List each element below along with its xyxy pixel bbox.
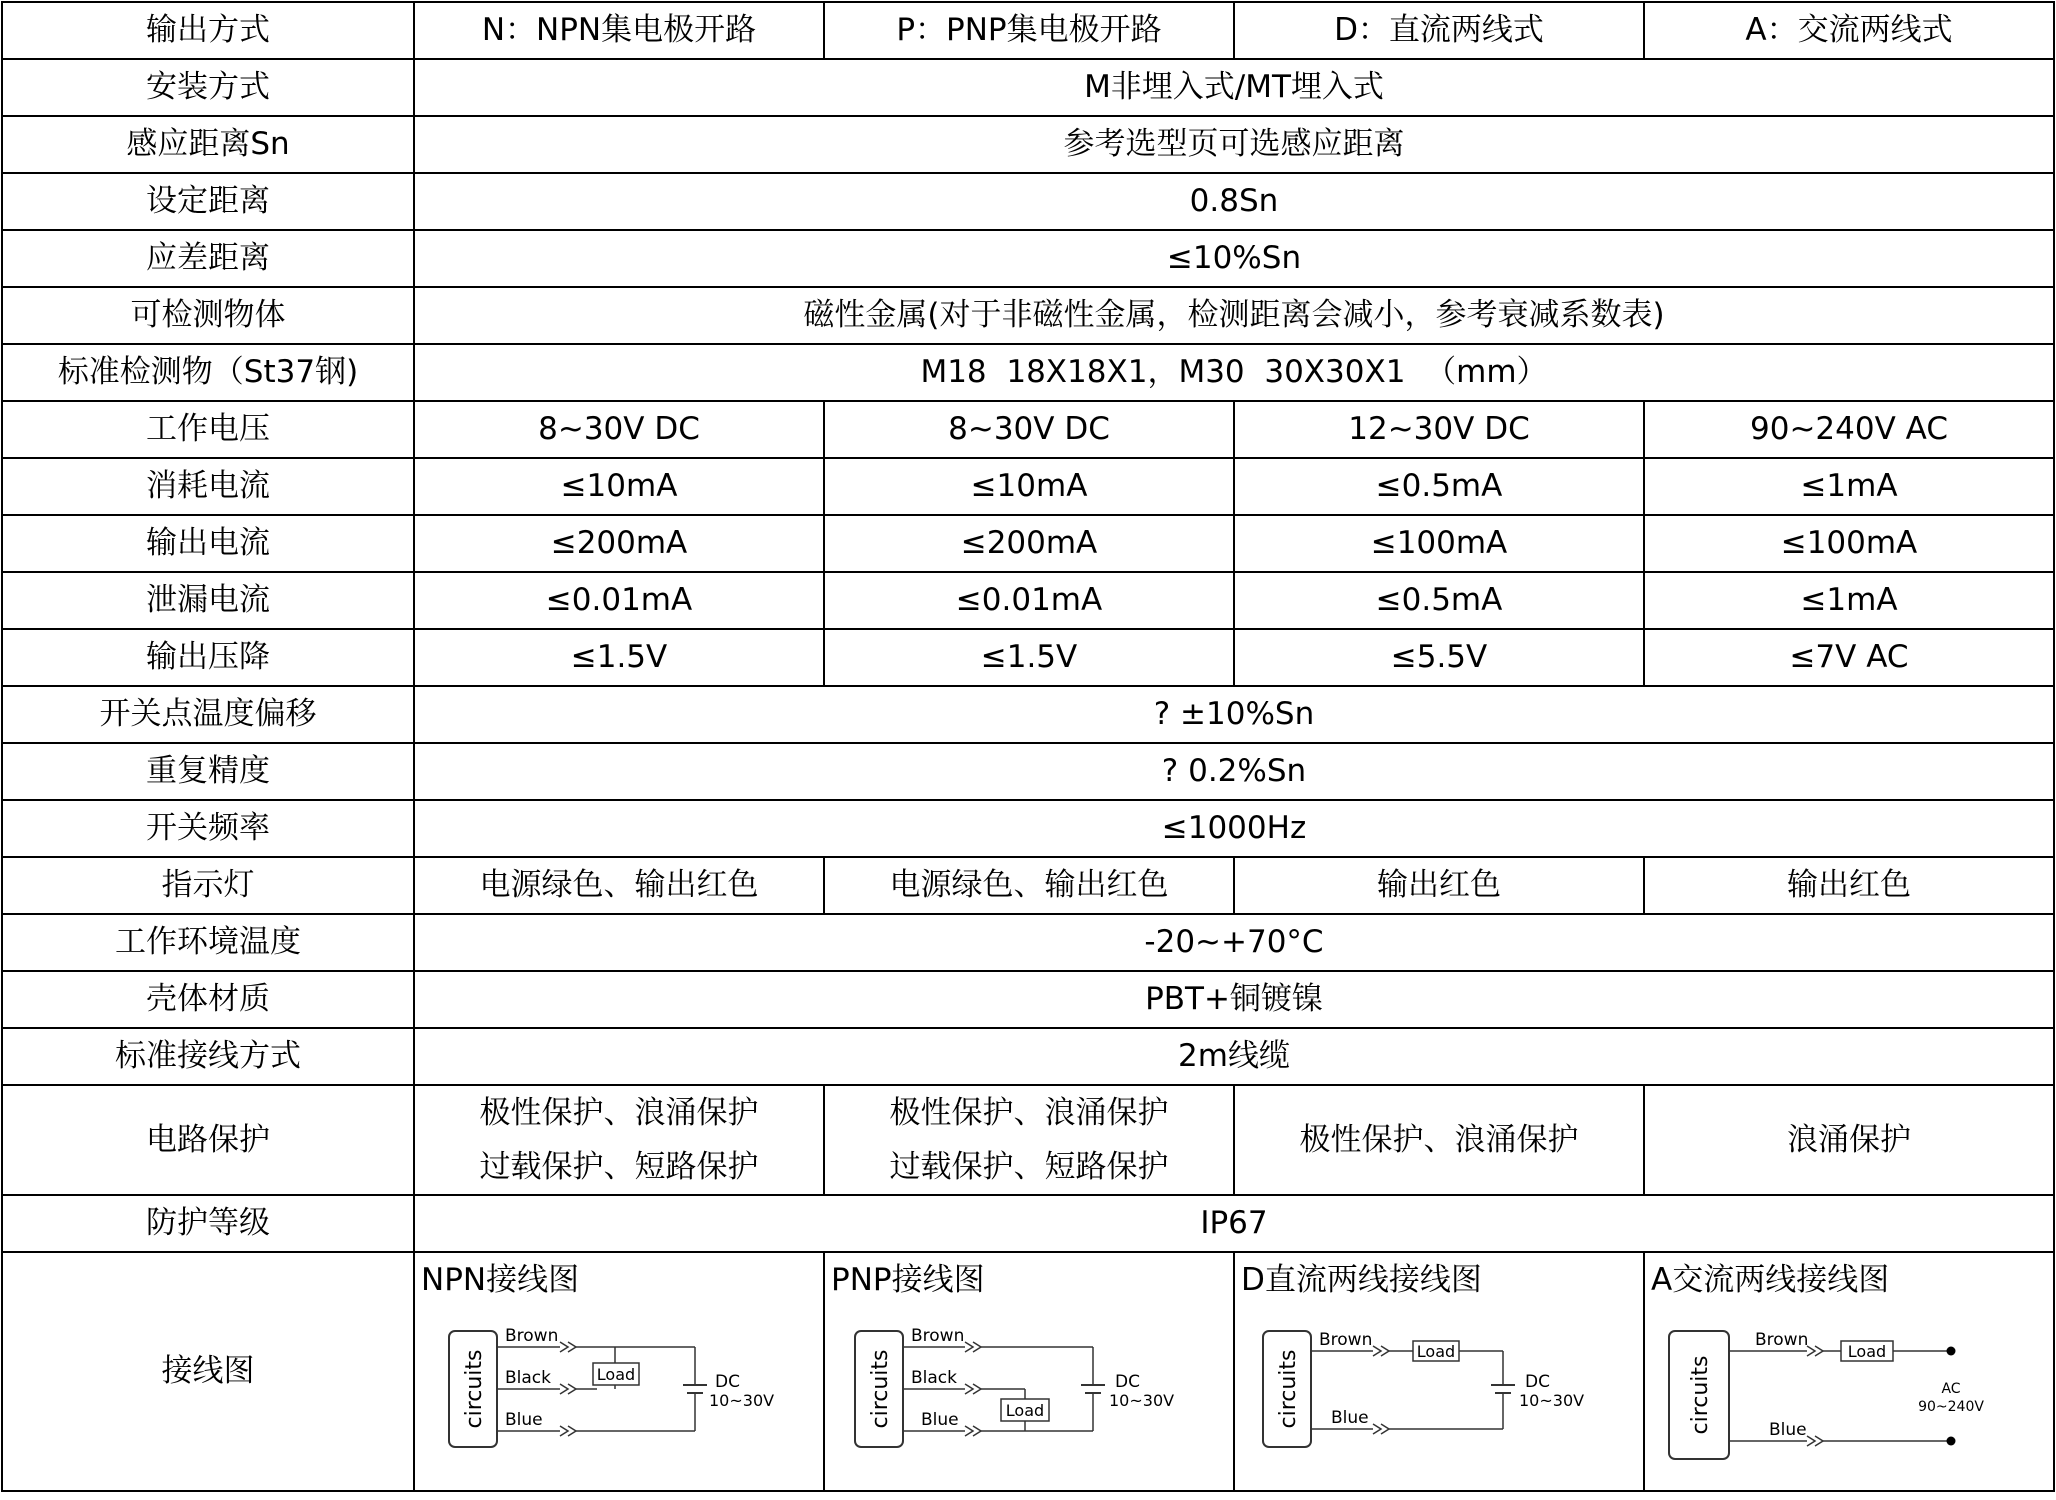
cell-a: A：交流两线式 <box>1644 2 2054 59</box>
row-voltage-drop <box>2 629 2054 686</box>
cell-d: D：直流两线式 <box>1234 2 1644 59</box>
wiring-title: A交流两线接线图 <box>1651 1262 1890 1298</box>
cell-d: ≤5.5V <box>1234 629 1644 686</box>
load-label: Load <box>1005 1401 1045 1420</box>
cell-d: ≤0.5mA <box>1234 572 1644 629</box>
cell-merged: ? 0.2%Sn <box>414 743 2054 800</box>
voltage-label: 90~240V <box>1918 1399 1984 1415</box>
row-label: 重复精度 <box>2 743 414 800</box>
row-label: 壳体材质 <box>2 971 414 1028</box>
cell-merged: 0.8Sn <box>414 173 2054 230</box>
connector-icon <box>560 1342 576 1352</box>
cell-npn: N：NPN集电极开路 <box>414 2 824 59</box>
voltage-label: 10~30V <box>1109 1391 1175 1410</box>
cell-a: ≤1mA <box>1644 572 2054 629</box>
brown-label: Brown <box>911 1326 965 1346</box>
cell-a: 浪涌保护 <box>1644 1085 2054 1195</box>
wiring-title: NPN接线图 <box>421 1262 580 1298</box>
cell-npn: 8~30V DC <box>414 401 824 458</box>
row-sensing-distance <box>2 116 2054 173</box>
connector-icon <box>560 1426 576 1436</box>
wiring-npn <box>414 1252 824 1491</box>
dc-label: DC <box>1525 1372 1550 1392</box>
wiring-title: D直流两线接线图 <box>1241 1262 1482 1298</box>
cell-pnp: 电源绿色、输出红色 <box>824 857 1234 914</box>
row-repeatability <box>2 743 2054 800</box>
circuits-label: circuits <box>462 1349 487 1429</box>
connector-icon <box>965 1426 981 1436</box>
dc-label: DC <box>715 1372 740 1392</box>
row-ambient-temp <box>2 914 2054 971</box>
row-connection <box>2 1028 2054 1085</box>
row-temp-drift <box>2 686 2054 743</box>
cell-d: 输出红色 <box>1234 857 1644 914</box>
row-label: 标准检测物（St37钢) <box>2 344 414 401</box>
row-label: 输出电流 <box>2 515 414 572</box>
blue-label: Blue <box>505 1410 543 1430</box>
terminal-dot <box>1947 1347 1956 1356</box>
row-indicator <box>2 857 2054 914</box>
row-label: 设定距离 <box>2 173 414 230</box>
terminal-dot <box>1947 1437 1956 1446</box>
row-circuit-protection <box>2 1085 2054 1195</box>
voltage-label: 10~30V <box>1519 1391 1585 1410</box>
cell-pnp: ≤200mA <box>824 515 1234 572</box>
wiring-a <box>1644 1252 2054 1491</box>
brown-label: Brown <box>1755 1330 1809 1350</box>
row-label: 防护等级 <box>2 1195 414 1252</box>
protection-line: 过载保护、短路保护 <box>889 1149 1169 1185</box>
connector-icon <box>1807 1346 1823 1356</box>
row-label: 感应距离Sn <box>2 116 414 173</box>
spec-table <box>1 1 2055 1492</box>
cell-npn: ≤200mA <box>414 515 824 572</box>
load-label: Load <box>1416 1342 1456 1361</box>
a-wiring-diagram <box>1655 1311 2035 1481</box>
protection-line: 极性保护、浪涌保护 <box>889 1095 1169 1131</box>
row-standard-target <box>2 344 2054 401</box>
load-label: Load <box>596 1365 636 1384</box>
brown-label: Brown <box>1319 1330 1373 1350</box>
row-detectable-object <box>2 287 2054 344</box>
cell-merged: IP67 <box>414 1195 2054 1252</box>
wiring-title: PNP接线图 <box>831 1262 985 1298</box>
cell-pnp: ≤1.5V <box>824 629 1234 686</box>
cell-npn: ≤0.01mA <box>414 572 824 629</box>
row-label: 接线图 <box>2 1252 414 1491</box>
row-label: 开关点温度偏移 <box>2 686 414 743</box>
blue-label: Blue <box>1769 1420 1807 1440</box>
blue-label: Blue <box>1331 1408 1369 1428</box>
load-label: Load <box>1847 1342 1887 1361</box>
row-label: 标准接线方式 <box>2 1028 414 1085</box>
voltage-label: 10~30V <box>709 1391 775 1410</box>
connector-icon <box>1373 1424 1389 1434</box>
row-label: 输出压降 <box>2 629 414 686</box>
npn-wiring-diagram <box>425 1311 805 1481</box>
row-label: 可检测物体 <box>2 287 414 344</box>
cell-merged: PBT+铜镀镍 <box>414 971 2054 1028</box>
d-wiring-diagram <box>1245 1311 1625 1481</box>
cell-pnp: ≤10mA <box>824 458 1234 515</box>
brown-label: Brown <box>505 1326 559 1346</box>
row-switching-frequency <box>2 800 2054 857</box>
wiring-d <box>1234 1252 1644 1491</box>
cell-a: 90~240V AC <box>1644 401 2054 458</box>
cell-pnp: P：PNP集电极开路 <box>824 2 1234 59</box>
row-label: 消耗电流 <box>2 458 414 515</box>
row-label: 电路保护 <box>2 1085 414 1195</box>
row-set-distance <box>2 173 2054 230</box>
cell-merged: M18 18X18X1，M30 30X30X1 （mm） <box>414 344 2054 401</box>
cell-a: ≤1mA <box>1644 458 2054 515</box>
connector-icon <box>560 1384 576 1394</box>
cell-npn: 电源绿色、输出红色 <box>414 857 824 914</box>
cell-npn: ≤10mA <box>414 458 824 515</box>
cell-a: 输出红色 <box>1644 857 2054 914</box>
cell-d: 12~30V DC <box>1234 401 1644 458</box>
cell-merged: 2m线缆 <box>414 1028 2054 1085</box>
cell-d: ≤100mA <box>1234 515 1644 572</box>
row-label: 工作环境温度 <box>2 914 414 971</box>
row-leakage-current <box>2 572 2054 629</box>
row-label: 输出方式 <box>2 2 414 59</box>
connector-icon <box>965 1384 981 1394</box>
row-voltage <box>2 401 2054 458</box>
row-output-current <box>2 515 2054 572</box>
row-mounting <box>2 59 2054 116</box>
circuits-label: circuits <box>868 1349 893 1429</box>
cell-d: 极性保护、浪涌保护 <box>1234 1085 1644 1195</box>
black-label: Black <box>911 1368 957 1388</box>
wiring-pnp <box>824 1252 1234 1491</box>
cell-merged: ≤1000Hz <box>414 800 2054 857</box>
black-label: Black <box>505 1368 551 1388</box>
cell-npn: ≤1.5V <box>414 629 824 686</box>
ac-label: AC <box>1941 1381 1961 1397</box>
row-label: 开关频率 <box>2 800 414 857</box>
dc-label: DC <box>1115 1372 1140 1392</box>
row-label: 应差距离 <box>2 230 414 287</box>
cell-merged: ? ±10%Sn <box>414 686 2054 743</box>
protection-line: 极性保护、浪涌保护 <box>479 1095 759 1131</box>
connector-icon <box>1373 1346 1389 1356</box>
cell-merged: 磁性金属(对于非磁性金属，检测距离会减小，参考衰减系数表) <box>414 287 2054 344</box>
protection-line: 过载保护、短路保护 <box>479 1149 759 1185</box>
blue-label: Blue <box>921 1410 959 1430</box>
row-consumption-current <box>2 458 2054 515</box>
row-label: 安装方式 <box>2 59 414 116</box>
row-wiring <box>2 1252 2054 1491</box>
cell-a: ≤7V AC <box>1644 629 2054 686</box>
cell-npn <box>414 1085 824 1195</box>
cell-pnp: 8~30V DC <box>824 401 1234 458</box>
row-hysteresis <box>2 230 2054 287</box>
cell-merged: 参考选型页可选感应距离 <box>414 116 2054 173</box>
row-label: 指示灯 <box>2 857 414 914</box>
circuits-label: circuits <box>1688 1355 1713 1435</box>
cell-d: ≤0.5mA <box>1234 458 1644 515</box>
row-label: 泄漏电流 <box>2 572 414 629</box>
row-housing-material <box>2 971 2054 1028</box>
cell-pnp <box>824 1085 1234 1195</box>
connector-icon <box>965 1342 981 1352</box>
row-ip-rating <box>2 1195 2054 1252</box>
cell-merged: M非埋入式/MT埋入式 <box>414 59 2054 116</box>
pnp-wiring-diagram <box>835 1311 1215 1481</box>
cell-a: ≤100mA <box>1644 515 2054 572</box>
cell-pnp: ≤0.01mA <box>824 572 1234 629</box>
row-output-type <box>2 2 2054 59</box>
cell-merged: ≤10%Sn <box>414 230 2054 287</box>
row-label: 工作电压 <box>2 401 414 458</box>
cell-merged: -20~+70°C <box>414 914 2054 971</box>
circuits-label: circuits <box>1276 1349 1301 1429</box>
connector-icon <box>1807 1436 1823 1446</box>
